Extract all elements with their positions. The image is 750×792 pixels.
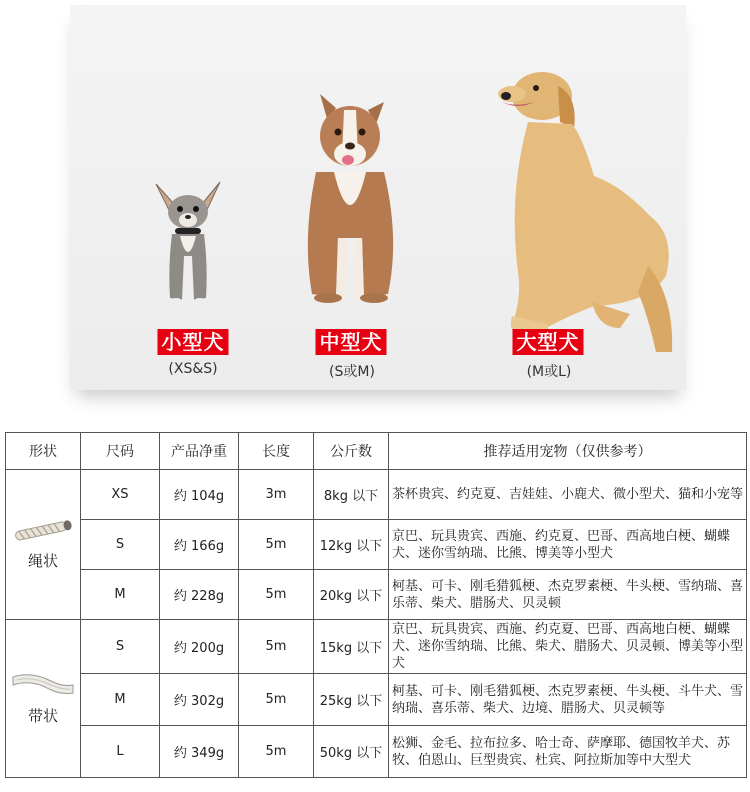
size-code-medium: (S或M) [329,364,375,380]
cell-length: 5m [239,620,314,674]
table-header-row [6,433,747,470]
table-row [6,520,747,570]
cell-length: 5m [239,674,314,726]
cell-size: S [81,520,160,570]
cell-size: XS [81,470,160,520]
golden-retriever-icon [498,66,678,358]
cell-kg: 20kg 以下 [314,570,389,620]
shape-cell-rope [6,470,81,620]
cell-size: L [81,726,160,778]
cell-size: M [81,570,160,620]
cell-pets: 茶杯贵宾、约克夏、吉娃娃、小鹿犬、微小型犬、猫和小宠等 [389,470,747,520]
leash-spec-table [5,432,747,778]
cell-weight: 约 104g [160,470,239,520]
pitbull-icon [292,88,408,306]
cell-weight: 约 349g [160,726,239,778]
cell-pets: 松狮、金毛、拉布拉多、哈士奇、萨摩耶、德国牧羊犬、苏牧、伯恩山、巨型贵宾、杜宾、阿拉斯加等中大型犬 [389,726,747,778]
cell-size: S [81,620,160,674]
header-pets: 推荐适用宠物（仅供参考） [389,433,747,470]
header-length: 长度 [239,433,314,470]
cell-kg: 12kg 以下 [314,520,389,570]
table-row [6,674,747,726]
table-row [6,620,747,674]
cell-kg: 15kg 以下 [314,620,389,674]
cell-length: 5m [239,726,314,778]
cell-weight: 约 200g [160,620,239,674]
cell-pets: 柯基、可卡、刚毛猎狐梗、杰克罗素梗、牛头梗、斗牛犬、雪纳瑞、喜乐蒂、柴犬、边境、腊肠犬、贝灵顿等 [389,674,747,726]
cell-kg: 50kg 以下 [314,726,389,778]
cell-weight: 约 228g [160,570,239,620]
cell-pets: 京巴、玩具贵宾、西施、约克夏、巴哥、西高地白梗、蝴蝶犬、迷你雪纳瑞、比熊、博美等小型犬 [389,520,747,570]
flat-strap-icon [11,671,75,697]
size-code-large: (M或L) [526,364,572,380]
table-row [6,470,747,520]
cell-pets: 京巴、玩具贵宾、西施、约克夏、巴哥、西高地白梗、蝴蝶犬、迷你雪纳瑞、比熊、柴犬、腊肠犬、贝灵顿、博美等小型犬 [389,620,747,674]
cell-weight: 约 166g [160,520,239,570]
rope-icon [11,518,75,542]
cell-kg: 25kg 以下 [314,674,389,726]
cell-length: 5m [239,520,314,570]
size-tag-medium: 中型犬 [316,329,387,355]
chihuahua-icon [148,176,228,312]
header-size: 尺码 [81,433,160,470]
size-tag-small: 小型犬 [158,329,229,355]
header-weight: 产品净重 [160,433,239,470]
size-tag-large: 大型犬 [513,329,584,355]
size-code-small: (XS&S) [168,361,218,377]
cell-length: 3m [239,470,314,520]
shape-cell-strap [6,620,81,778]
table-row [6,570,747,620]
cell-size: M [81,674,160,726]
cell-weight: 约 302g [160,674,239,726]
cell-kg: 8kg 以下 [314,470,389,520]
header-kg: 公斤数 [314,433,389,470]
shape-label-rope: 绳状 [27,552,58,570]
shape-label-strap: 带状 [27,707,58,725]
table-row [6,726,747,778]
cell-pets: 柯基、可卡、刚毛猎狐梗、杰克罗素梗、牛头梗、雪纳瑞、喜乐蒂、柴犬、腊肠犬、贝灵顿 [389,570,747,620]
cell-length: 5m [239,570,314,620]
header-shape: 形状 [6,433,81,470]
